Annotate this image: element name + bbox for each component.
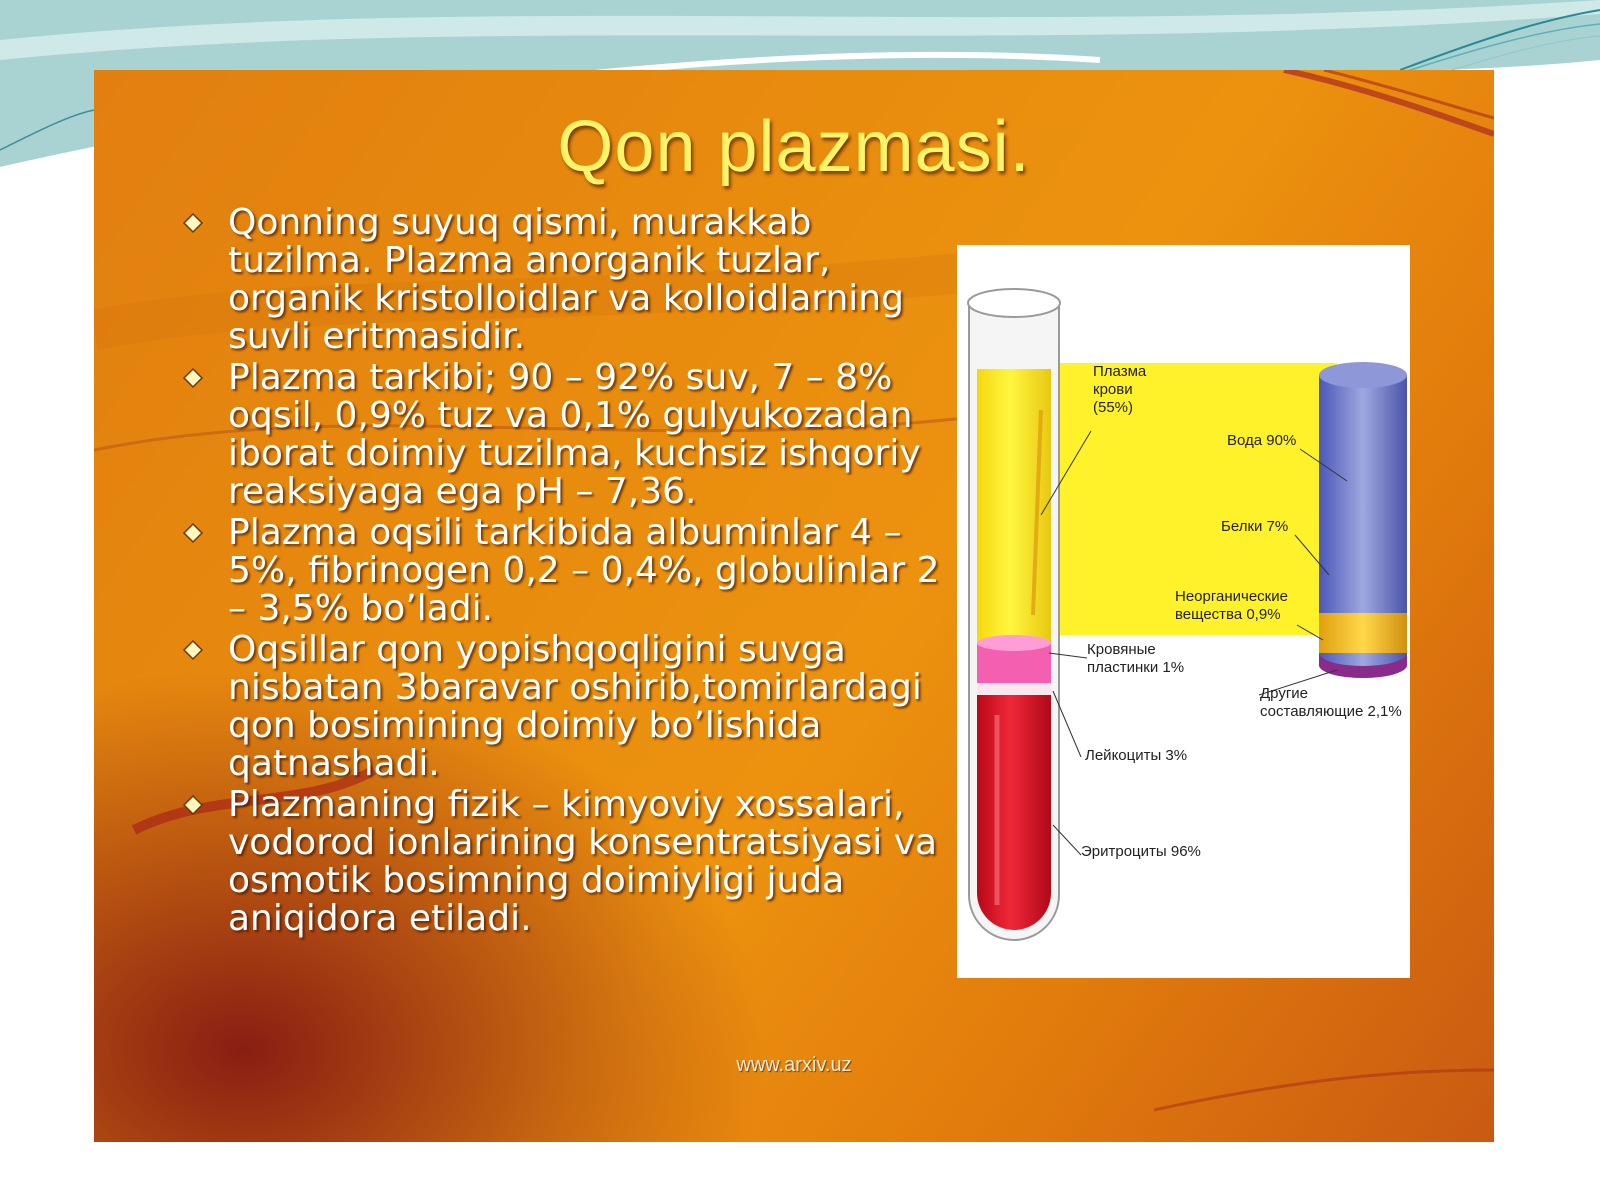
slide-title: Qon plazmasi. xyxy=(557,107,1031,187)
bullet-text: Plazma tarkibi; 90 – 92% suv, 7 – 8% oqsil, 0,9% tuz va 0,1% gulyukozadan iborat doimiy tuzilma, kuchsiz ishqoriy reaksiyaga ega pH – 7,36. xyxy=(228,357,921,512)
label-proteins: Белки 7% xyxy=(1221,518,1289,535)
bullet-item xyxy=(182,786,962,938)
label-leukocytes: Лейкоциты 3% xyxy=(1085,747,1188,764)
bullet-text: Plazma oqsili tarkibida albuminlar 4 – 5%, fibrinogen 0,2 – 0,4%, globulinlar 2 – 3,5% bo’ladi. xyxy=(228,512,940,629)
bullet-text: Oqsillar qon yopishqoqligini suvga nisbatan 3baravar oshirib,tomirlardagi qon bosimining doimiy bo’lishida qatnashadi. xyxy=(228,629,922,784)
label-erythrocytes: Эритроциты 96% xyxy=(1081,843,1201,860)
bullet-text: Qonning suyuq qismi, murakkab tuzilma. Plazma anorganik tuzlar, organik kristolloidlar va kolloidlarning suvli eritmasidir. xyxy=(228,202,904,357)
blood-composition-figure xyxy=(957,245,1410,978)
test-tube-rim xyxy=(968,289,1060,317)
footer-url: www.arxiv.uz xyxy=(736,1054,852,1076)
tube-erythrocytes xyxy=(977,695,1051,930)
label-other: Другие составляющие 2,1% xyxy=(1260,685,1402,720)
diamond-bullet-icon xyxy=(182,522,204,544)
bullet-item xyxy=(182,631,962,783)
label-water: Вода 90% xyxy=(1227,432,1297,449)
bullet-item xyxy=(182,514,962,628)
cylinder-proteins-band xyxy=(1319,613,1407,653)
bullet-list xyxy=(182,204,962,941)
diamond-bullet-icon xyxy=(182,639,204,661)
slide xyxy=(94,70,1494,1142)
diamond-bullet-icon xyxy=(182,794,204,816)
label-inorganic: Неорганические вещества 0,9% xyxy=(1175,588,1288,623)
diamond-bullet-icon xyxy=(182,367,204,389)
label-platelets: Кровяные пластинки 1% xyxy=(1087,641,1185,676)
diamond-bullet-icon xyxy=(182,212,204,234)
label-plasma: Плазма крови (55%) xyxy=(1093,363,1147,416)
bullet-text: Plazmaning fizik – kimyoviy xossalari, vodorod ionlarining konsentratsiyasi va osmotik bosimning doimiyligi juda aniqidora etiladi. xyxy=(228,784,938,939)
bullet-item xyxy=(182,359,962,511)
tube-leukocyte-layer xyxy=(977,683,1051,695)
bullet-item xyxy=(182,204,962,356)
cylinder-top xyxy=(1319,362,1407,388)
